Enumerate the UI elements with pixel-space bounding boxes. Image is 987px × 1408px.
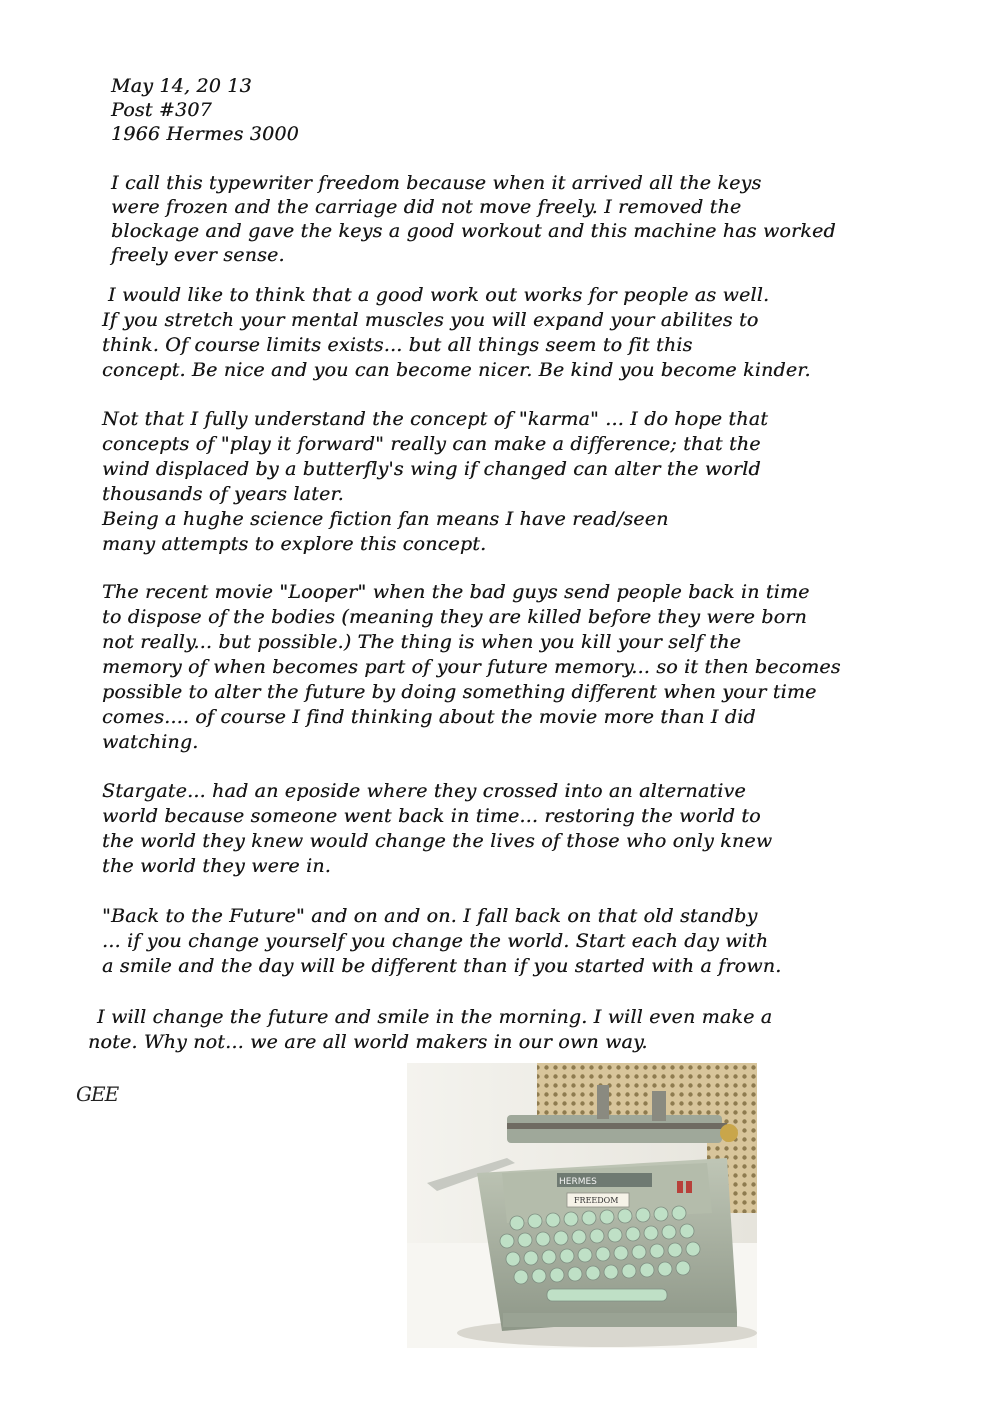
paragraph-line: a smile and the day will be different than if you started with a frown.: [102, 955, 782, 977]
signature: GEE: [76, 1082, 119, 1106]
paragraph-line: the world they were in.: [102, 855, 331, 877]
typewriter-photo-illustration: [407, 1063, 757, 1348]
paragraph-line: blockage and gave the keys a good workout and this machine has worked: [111, 220, 836, 242]
paragraph-line: to dispose of the bodies (meaning they are killed before they were born: [102, 606, 807, 628]
typewriter-photo: [407, 1063, 757, 1348]
paragraph-line: many attempts to explore this concept.: [102, 533, 487, 555]
paragraph-line: the world they knew would change the lives of those who only knew: [102, 830, 773, 852]
paragraph-line: comes.... of course I find thinking about the movie more than I did: [102, 706, 756, 728]
paragraph-line: If you stretch your mental muscles you will expand your abilites to: [102, 309, 759, 331]
paragraph-line: freely ever sense.: [111, 244, 285, 266]
paragraph-line: were frozen and the carriage did not move freely. I removed the: [111, 196, 742, 218]
paragraph-line: I would like to think that a good work out works for people as well.: [108, 284, 770, 306]
paragraph-line: wind displaced by a butterfly's wing if changed can alter the world: [102, 458, 761, 480]
paragraph-line: possible to alter the future by doing something different when your time: [102, 681, 817, 703]
paragraph-line: I call this typewriter freedom because when it arrived all the keys: [111, 172, 762, 194]
paragraph-line: concepts of "play it forward" really can make a difference; that the: [102, 433, 761, 455]
paragraph-line: The recent movie "Looper" when the bad guys send people back in time: [102, 581, 810, 603]
paragraph-line: memory of when becomes part of your future memory... so it then becomes: [102, 656, 841, 678]
paragraph-line: think. Of course limits exists... but all things seem to fit this: [102, 334, 693, 356]
paragraph-line: world because someone went back in time... restoring the world to: [102, 805, 761, 827]
header-date: May 14, 20 13: [111, 75, 252, 97]
paragraph-line: ... if you change yourself you change the world. Start each day with: [102, 930, 769, 952]
paragraph-line: thousands of years later.: [102, 483, 344, 505]
brand-plate-text: HERMES: [559, 1177, 597, 1187]
paragraph-line: note. Why not... we are all world makers in our own way.: [88, 1031, 648, 1053]
paragraph-line: Not that I fully understand the concept of "karma" ... I do hope that: [102, 408, 769, 430]
paragraph-line: "Back to the Future" and on and on. I fall back on that old standby: [102, 905, 758, 927]
paragraph-line: watching.: [102, 731, 199, 753]
paragraph-line: I will change the future and smile in the morning. I will even make a: [97, 1006, 773, 1028]
freedom-label-text: FREEDOM: [574, 1196, 619, 1205]
header-post: Post #307: [111, 99, 212, 121]
header-machine: 1966 Hermes 3000: [111, 123, 299, 145]
paragraph-line: concept. Be nice and you can become nicer. Be kind you become kinder.: [102, 359, 811, 381]
paragraph-line: not really... but possible.) The thing is when you kill your self the: [102, 631, 742, 653]
paragraph-line: Stargate... had an eposide where they crossed into an alternative: [102, 780, 746, 802]
paragraph-line: Being a hughe science fiction fan means I have read/seen: [102, 508, 669, 530]
